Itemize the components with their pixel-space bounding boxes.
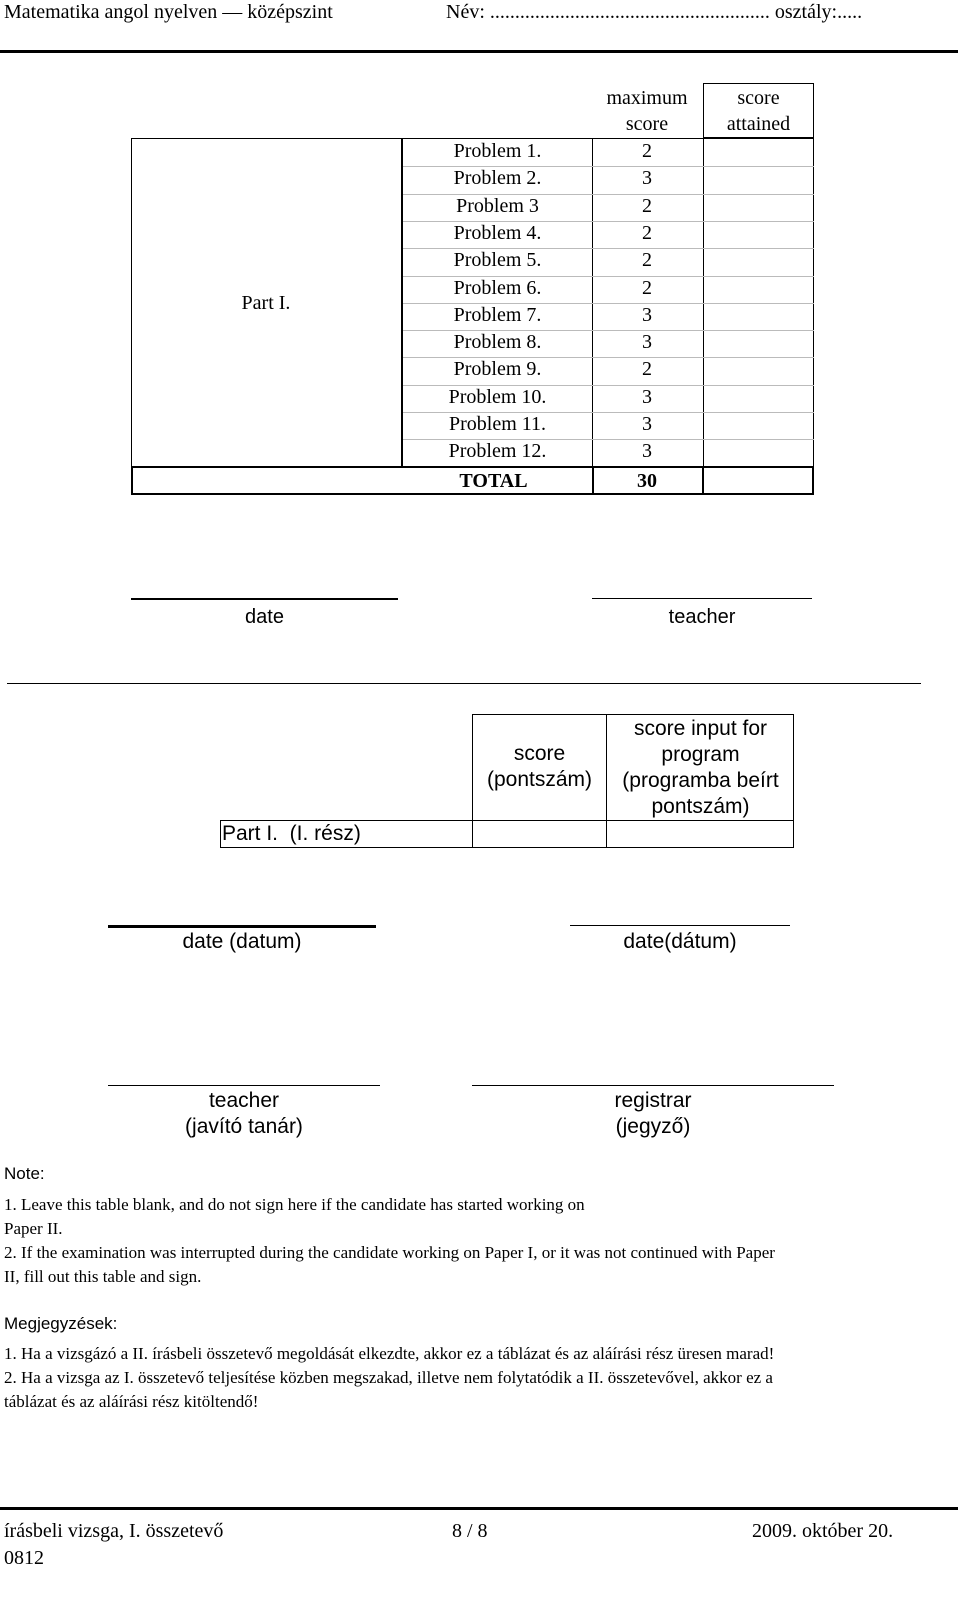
problem-label: Problem 6. — [453, 276, 542, 299]
program-col-line2: program — [661, 743, 740, 766]
hu-note-2-line2: táblázat és az aláírási rész kitöltendő! — [4, 1392, 259, 1411]
registrar-label-line2: (jegyző) — [615, 1115, 691, 1138]
problem-label: Problem 5. — [453, 249, 542, 272]
date-left-line — [108, 925, 376, 928]
footer-rule — [0, 1507, 958, 1510]
problem-label: Problem 4. — [453, 221, 542, 244]
footer-exam-label: írásbeli vizsga, I. összetevő — [4, 1520, 224, 1542]
program-col-line4: pontszám) — [651, 795, 750, 818]
col-header-attained-line2: attained — [726, 113, 791, 135]
date-left-label: date (datum) — [182, 930, 302, 953]
teacher-sign-label-line1: teacher — [208, 1089, 280, 1112]
registrar-sign-line — [472, 1085, 834, 1086]
col-header-max-line2: score — [625, 113, 669, 135]
problem-max-score: 3 — [642, 385, 652, 408]
header-rule — [0, 50, 958, 53]
hu-note-2-line1: 2. Ha a vizsga az I. összetevő teljesítése közben megszakad, illetve nem folytatódik a II. összetevővel, akkor ez a — [4, 1368, 773, 1387]
problem-label: Problem 7. — [453, 303, 542, 326]
date-label: date — [245, 606, 284, 628]
teacher-sign-label-line2: (javító tanár) — [185, 1115, 303, 1138]
footer-code: 0812 — [4, 1547, 44, 1569]
problem-label: Problem 10. — [448, 385, 547, 408]
footer-page-number: 8 / 8 — [452, 1520, 488, 1542]
problem-max-score: 3 — [642, 303, 652, 326]
problem-label: Problem 9. — [453, 358, 542, 381]
program-table-row-rule — [472, 820, 794, 821]
hu-notes-title: Megjegyzések: — [4, 1314, 118, 1333]
total-divider-2 — [702, 466, 704, 495]
date-right-label: date(dátum) — [623, 930, 737, 953]
header-name-class: Név: ........................................................ osztály:..... — [446, 1, 863, 23]
note-1-line1: 1. Leave this table blank, and do not sign here if the candidate has started working on — [4, 1195, 585, 1214]
section-divider — [7, 683, 921, 684]
footer-date: 2009. október 20. — [752, 1520, 894, 1542]
program-col-line3: (programba beírt — [622, 769, 779, 792]
problem-max-score: 2 — [642, 276, 652, 299]
attained-divider — [703, 138, 704, 495]
col-header-attained-line1: score — [737, 87, 780, 109]
score-col-line1: score — [513, 742, 566, 765]
col-header-max-line1: maximum — [606, 87, 688, 109]
problem-max-score: 3 — [642, 331, 652, 354]
problem-max-score: 2 — [642, 249, 652, 272]
problem-max-score: 2 — [642, 221, 652, 244]
note-1-line2: Paper II. — [4, 1219, 63, 1238]
hu-note-1: 1. Ha a vizsgázó a II. írásbeli összetevő megoldását elkezdte, akkor ez a táblázat és az aláírási rész üresen marad! — [4, 1344, 775, 1363]
total-label: TOTAL — [459, 470, 528, 492]
problem-max-score: 3 — [642, 440, 652, 463]
problem-label: Problem 8. — [453, 331, 542, 354]
teacher-sign-line — [108, 1085, 380, 1086]
problem-label: Problem 3 — [456, 194, 539, 217]
problem-max-score: 3 — [642, 413, 652, 435]
problem-max-score: 2 — [642, 194, 652, 217]
header-title: Matematika angol nyelven — középszint — [4, 1, 333, 23]
part-label: Part I. — [241, 292, 291, 314]
note-title: Note: — [4, 1164, 45, 1183]
problem-label: Problem 2. — [453, 167, 542, 190]
note-2-line2: II, fill out this table and sign. — [4, 1267, 202, 1286]
teacher-signature-line — [592, 598, 812, 599]
total-value: 30 — [637, 470, 657, 492]
score-col-line2: (pontszám) — [486, 768, 593, 791]
part-row-label: Part I. (I. rész) — [222, 822, 361, 845]
program-col-line1: score input for — [633, 717, 768, 740]
note-2-line1: 2. If the examination was interrupted during the candidate working on Paper I, or it was not continued with Paper — [4, 1243, 775, 1262]
problem-max-score: 2 — [642, 140, 652, 162]
problem-label: Problem 12. — [448, 440, 547, 463]
problem-label: Problem 1. — [453, 140, 542, 162]
registrar-label-line1: registrar — [614, 1089, 692, 1112]
teacher-label: teacher — [668, 606, 736, 628]
date-signature-line — [131, 598, 398, 600]
problem-max-score: 3 — [642, 167, 652, 190]
date-right-line — [570, 925, 790, 926]
problem-max-score: 2 — [642, 358, 652, 381]
problem-label: Problem 11. — [448, 413, 547, 435]
